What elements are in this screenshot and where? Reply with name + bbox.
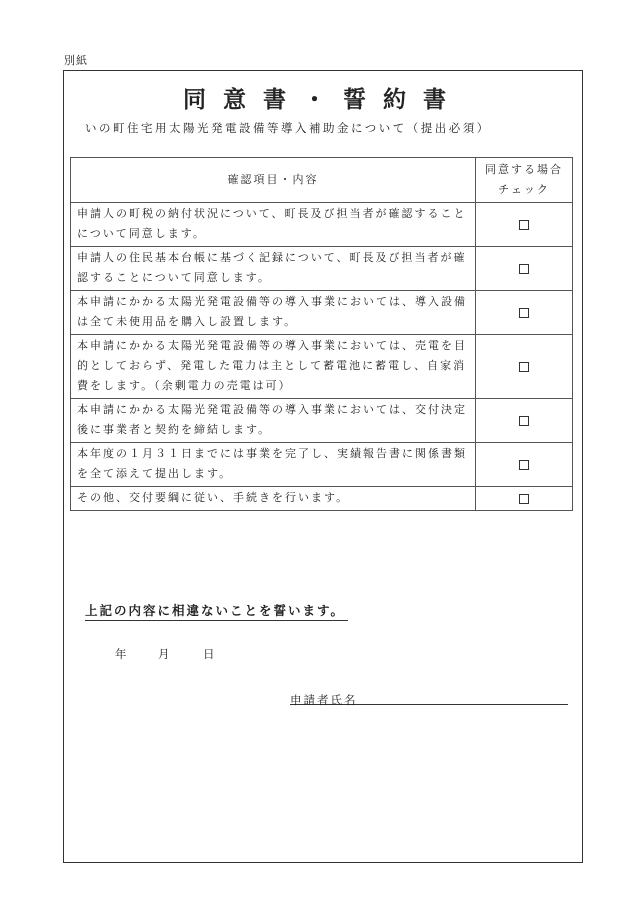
table-row [71, 247, 573, 291]
table-header-row [71, 158, 573, 203]
row-text: 申請人の町税の納付状況について、町長及び担当者が確認することについて同意します。 [71, 203, 476, 247]
pledge-statement: 上記の内容に相違ないことを誓います。 [85, 601, 348, 621]
table-row [71, 399, 573, 443]
checkbox-icon[interactable] [519, 264, 529, 274]
date-year[interactable]: 年 [115, 647, 127, 661]
header-check [476, 158, 573, 203]
form-frame [63, 70, 583, 863]
agree-checkbox-3[interactable] [476, 291, 573, 335]
header-item: 確認項目・内容 [71, 158, 476, 203]
row-text: 本申請にかかる太陽光発電設備等の導入事業においては、交付決定後に事業者と契約を締結します。 [71, 399, 476, 443]
form-subtitle: いの町住宅用太陽光発電設備等導入補助金について（提出必須） [85, 121, 491, 135]
table-row [71, 487, 573, 511]
annex-label: 別紙 [64, 54, 88, 67]
checkbox-icon[interactable] [519, 308, 529, 318]
row-text: 本申請にかかる太陽光発電設備等の導入事業においては、売電を目的としておらず、発電した電力は主として蓄電池に蓄電し、自家消費をします。（余剰電力の売電は可） [71, 335, 476, 399]
agree-checkbox-7[interactable] [476, 487, 573, 511]
checkbox-icon[interactable] [519, 416, 529, 426]
checkbox-icon[interactable] [519, 460, 529, 470]
checkbox-icon[interactable] [519, 494, 529, 504]
agree-checkbox-1[interactable] [476, 203, 573, 247]
applicant-name-field[interactable] [290, 689, 568, 705]
agree-checkbox-2[interactable] [476, 247, 573, 291]
form-title: 同意書・誓約書 [183, 86, 463, 113]
date-month[interactable]: 月 [158, 647, 170, 661]
agree-checkbox-6[interactable] [476, 443, 573, 487]
agree-checkbox-4[interactable] [476, 335, 573, 399]
row-text: 申請人の住民基本台帳に基づく記録について、町長及び担当者が確認することについて同意します。 [71, 247, 476, 291]
applicant-name-label: 申請者氏名 [290, 693, 358, 707]
header-check-line1: 同意する場合 [485, 163, 563, 176]
table-row [71, 443, 573, 487]
table-row [71, 291, 573, 335]
row-text: 本年度の１月３１日までには事業を完了し、実績報告書に関係書類を全て添えて提出します。 [71, 443, 476, 487]
checkbox-icon[interactable] [519, 362, 529, 372]
date-day[interactable]: 日 [203, 647, 215, 661]
table-row [71, 335, 573, 399]
agree-checkbox-5[interactable] [476, 399, 573, 443]
row-text: 本申請にかかる太陽光発電設備等の導入事業においては、導入設備は全て未使用品を購入し設置します。 [71, 291, 476, 335]
confirmation-table [70, 157, 573, 511]
checkbox-icon[interactable] [519, 220, 529, 230]
table-row [71, 203, 573, 247]
header-check-line2: チェック [498, 183, 550, 196]
row-text: その他、交付要綱に従い、手続きを行います。 [71, 487, 476, 511]
